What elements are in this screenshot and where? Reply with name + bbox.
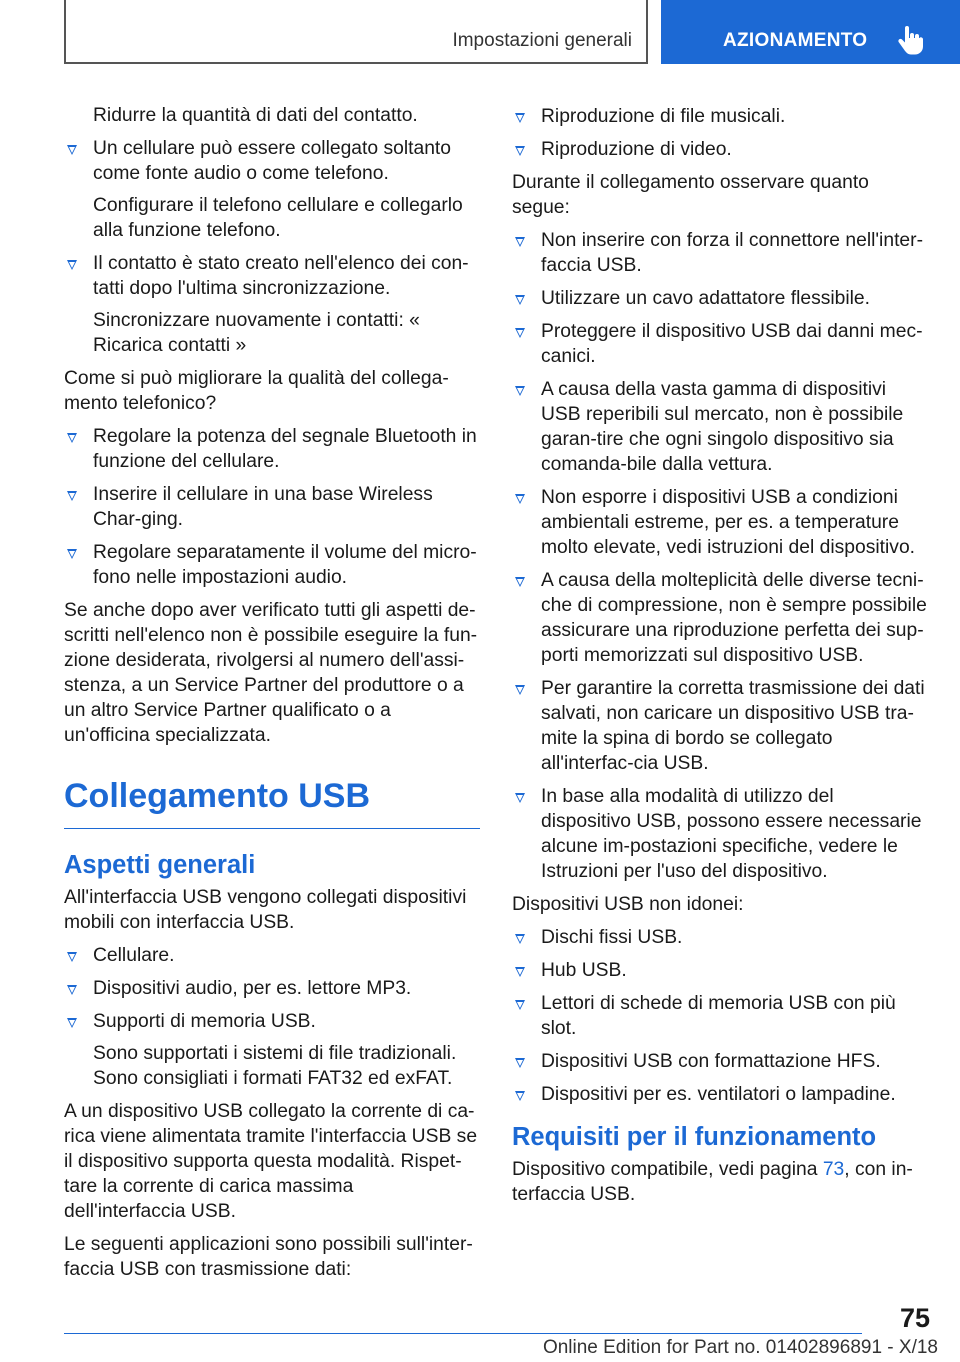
bullet-triangle-icon [67, 549, 77, 559]
paragraph: Come si può migliorare la qualità del collega‐mento telefonico? [64, 368, 449, 414]
bullet-triangle-icon [515, 1091, 525, 1101]
bullet-triangle-icon [515, 577, 525, 587]
bullet-triangle-icon [515, 793, 525, 803]
bullet-triangle-icon [67, 1018, 77, 1028]
bullet-triangle-icon [515, 295, 525, 305]
paragraph: Dispositivi USB non idonei: [512, 894, 744, 915]
list-item: Per garantire la corretta trasmissione dei dati salvati, non caricare un dispositivo USB tra‐mite la spina di bordo se collegato all'interfac‐cia USB. [512, 676, 928, 776]
chapter-tab-label: AZIONAMENTO [723, 30, 868, 51]
list-item: A causa della molteplicità delle diverse tecni‐che di compressione, non è sempre possibile assicurare una riproduzione perfetta dei sup‐porti memorizzati sul dispositivo USB. [512, 568, 928, 668]
header-section-box [64, 0, 648, 64]
paragraph: Se anche dopo aver verificato tutti gli aspetti de‐scritti nell'elenco non è possibile eseguire la fun‐zione desiderata, rivolgersi al numero dell'assi‐stenza, a un Service Partner del produttore o a un altro Service Partner qualificato o a un'officina specializzata. [64, 600, 478, 746]
list-item: Lettori di schede di memoria USB con più slot. [512, 991, 928, 1041]
list-item: Dispositivi USB con formattazione HFS. [512, 1049, 928, 1074]
bullet-triangle-icon [67, 433, 77, 443]
paragraph: All'interfaccia USB vengono collegati dispositivi mobili con interfaccia USB. [64, 887, 467, 933]
bullet-triangle-icon [67, 952, 77, 962]
bullet-triangle-icon [515, 685, 525, 695]
list-item: Non inserire con forza il connettore nell'inter‐faccia USB. [512, 228, 928, 278]
page-reference-link[interactable]: 73 [822, 1159, 845, 1180]
bullet-triangle-icon [67, 145, 77, 155]
bullet-triangle-icon [515, 1000, 525, 1010]
bullet-triangle-icon [515, 967, 525, 977]
paragraph: Configurare il telefono cellulare e collegarlo alla funzione telefono. [93, 195, 463, 241]
bullet-triangle-icon [515, 494, 525, 504]
section-title: Impostazioni generali [452, 30, 632, 51]
chapter-tab[interactable] [661, 0, 960, 64]
list-item: Hub USB. [512, 958, 928, 983]
paragraph: Sono supportati i sistemi di file tradizionali. Sono consigliati i formati FAT32 ed exFAT. [93, 1043, 457, 1089]
list-item: Regolare separatamente il volume del micro‐fono nelle impostazioni audio. [64, 540, 480, 590]
left-column [64, 104, 480, 1290]
list-item: Il contatto è stato creato nell'elenco dei con‐tatti dopo l'ultima sincronizzazione. [64, 251, 480, 301]
bullet-triangle-icon [515, 386, 525, 396]
bullet-triangle-icon [67, 260, 77, 270]
paragraph: Dispositivo compatibile, vedi pagina 73, con in‐terfaccia USB. [512, 1159, 913, 1205]
hand-pointer-icon [897, 26, 923, 56]
paragraph: Durante il collegamento osservare quanto segue: [512, 172, 869, 218]
bullet-triangle-icon [515, 1058, 525, 1068]
bullet-triangle-icon [515, 113, 525, 123]
list-item: Riproduzione di file musicali. [512, 104, 928, 129]
list-item: A causa della vasta gamma di dispositivi USB reperibili sul mercato, non è possibile garan‐tire che ogni singolo dispositivo sia comanda‐bile dalla vettura. [512, 377, 928, 477]
chapter-heading: Collegamento USB [64, 776, 480, 829]
paragraph: Ridurre la quantità di dati del contatto. [93, 105, 418, 126]
bullet-triangle-icon [515, 237, 525, 247]
page-number: 75 [899, 1303, 930, 1333]
list-item: Un cellulare può essere collegato soltanto come fonte audio o come telefono. [64, 136, 480, 186]
list-item: Non esporre i dispositivi USB a condizioni ambientali estreme, per es. a temperature molto elevate, vedi istruzioni del dispositivo. [512, 485, 928, 560]
list-item: Dispositivi audio, per es. lettore MP3. [64, 976, 480, 1001]
list-item: Dispositivi per es. ventilatori o lampadine. [512, 1082, 928, 1107]
list-item: In base alla modalità di utilizzo del dispositivo USB, possono essere necessarie alcune im‐postazioni specifiche, vedere le Istruzioni per l'uso del dispositivo. [512, 784, 928, 884]
list-item: Inserire il cellulare in una base Wireless Char‐ging. [64, 482, 480, 532]
list-item: Riproduzione di video. [512, 137, 928, 162]
edition-footer: Online Edition for Part no. 01402896891 - X/18 [542, 1337, 938, 1358]
section-heading: Aspetti generali [64, 851, 256, 879]
footer-divider [64, 1333, 862, 1334]
paragraph: Sincronizzare nuovamente i contatti: « Ricarica contatti » [93, 310, 420, 356]
bullet-triangle-icon [515, 328, 525, 338]
list-item: Proteggere il dispositivo USB dai danni mec‐canici. [512, 319, 928, 369]
list-item: Utilizzare un cavo adattatore flessibile. [512, 286, 928, 311]
list-item: Cellulare. [64, 943, 480, 968]
bullet-triangle-icon [515, 934, 525, 944]
list-item: Dischi fissi USB. [512, 925, 928, 950]
list-item: Regolare la potenza del segnale Bluetooth in funzione del cellulare. [64, 424, 480, 474]
paragraph: A un dispositivo USB collegato la corrente di ca‐rica viene alimentata tramite l'interfaccia USB se il dispositivo supporta questa modalità. Rispet‐tare la corrente di carica massima dell'interfaccia USB. [64, 1101, 478, 1222]
bullet-triangle-icon [67, 985, 77, 995]
paragraph: Le seguenti applicazioni sono possibili sull'inter‐faccia USB con trasmissione dati: [64, 1234, 473, 1280]
section-heading: Requisiti per il funzionamento [512, 1123, 877, 1151]
list-item: Supporti di memoria USB. [64, 1009, 480, 1034]
bullet-triangle-icon [67, 491, 77, 501]
bullet-triangle-icon [515, 146, 525, 156]
right-column [512, 104, 928, 1215]
